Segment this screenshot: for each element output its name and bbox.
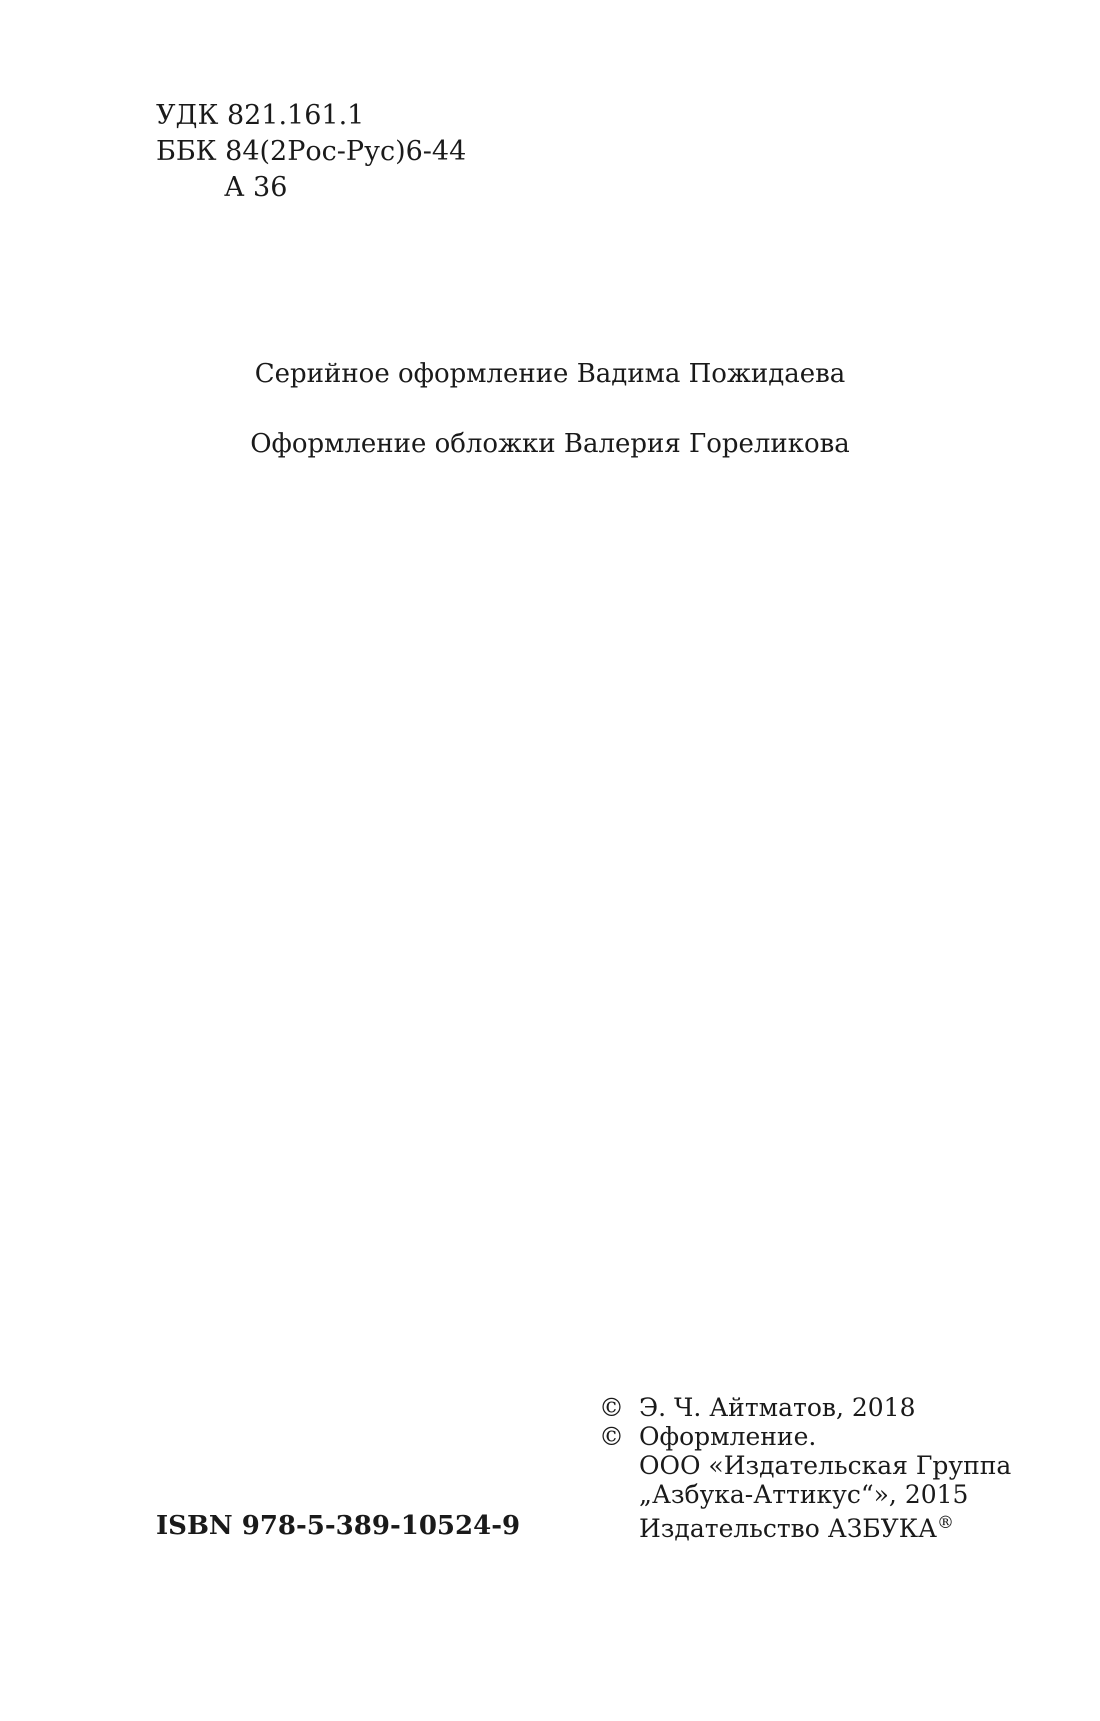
copyright-publisher-line-1: ООО «Издательская Группа bbox=[639, 1451, 1012, 1480]
copyright-design-row bbox=[599, 1422, 1011, 1451]
copyright-publisher-row-2 bbox=[599, 1480, 1011, 1509]
registered-mark: ® bbox=[937, 1513, 954, 1533]
copyright-design: Оформление. bbox=[639, 1422, 817, 1451]
design-credits bbox=[0, 356, 1100, 462]
copyright-publisher-row bbox=[599, 1451, 1011, 1480]
copyright-symbol: © bbox=[599, 1393, 624, 1422]
author-mark: А 36 bbox=[224, 172, 288, 203]
bbk-code: ББК 84(2Рос-Рус)6-44 bbox=[156, 136, 467, 167]
isbn-number: ISBN 978-5-389-10524-9 bbox=[156, 1511, 521, 1541]
copyright-publisher-line-2: „Азбука-Аттикус“», 2015 bbox=[639, 1480, 969, 1509]
cover-design-credit: Оформление обложки Валерия Гореликова bbox=[250, 429, 850, 459]
copyright-imprint-row bbox=[599, 1509, 1011, 1543]
copyright-block bbox=[599, 1393, 1011, 1543]
copyright-author: Э. Ч. Айтматов, 2018 bbox=[639, 1393, 916, 1422]
classification-block bbox=[156, 98, 466, 206]
copyright-imprint bbox=[639, 1509, 954, 1543]
copyright-symbol: © bbox=[599, 1422, 624, 1451]
udk-code: УДК 821.161.1 bbox=[156, 100, 365, 131]
imprint-name: Издательство АЗБУКА bbox=[639, 1514, 937, 1543]
series-design-credit: Серийное оформление Вадима Пожидаева bbox=[254, 359, 846, 389]
copyright-author-row bbox=[599, 1393, 1011, 1422]
